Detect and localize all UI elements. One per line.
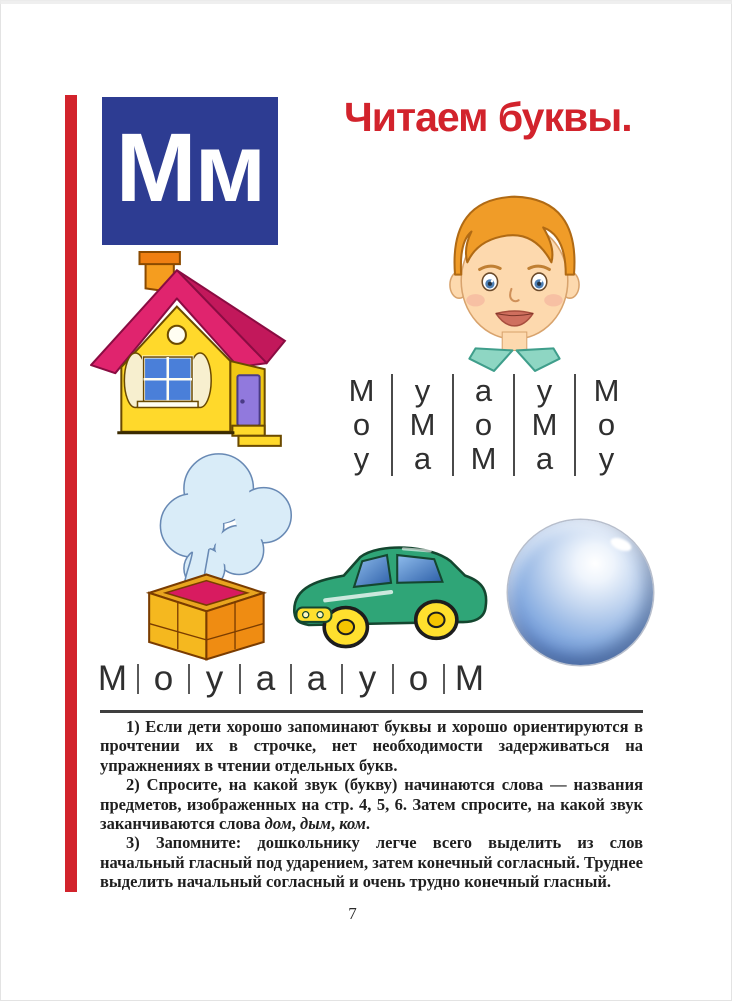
grid-letter: у <box>515 374 576 408</box>
note-paragraph-3: 3) Запомните: дошкольнику легче всего выделить из слов начальный гласный под ударением, затем конечный согласный. Труднее выделить начальный согласный и очень трудно конечный гласный. <box>100 833 643 892</box>
grid-letter: М <box>332 374 393 408</box>
note-paragraph-2: 2) Спросите, на какой звук (букву) начинаются слова — названия предметов, изображенных на стр. 4, 5, 6. Затем спросите, на какой звук заканчиваются слова дом, дым, ком. <box>100 775 643 834</box>
house-illustration <box>80 248 304 460</box>
red-margin-bar <box>65 95 77 892</box>
grid-letter: М <box>515 408 576 442</box>
grid-letter: а <box>515 442 576 476</box>
italic-word: дом <box>264 814 292 834</box>
letter-block-text: Мм <box>115 113 265 222</box>
strip-letter: М <box>97 659 128 698</box>
scan-edge <box>0 0 732 4</box>
grid-letter: о <box>332 408 393 442</box>
page-title: Читаем буквы. <box>344 94 632 140</box>
grid-letter: а <box>393 442 454 476</box>
page-number: 7 <box>348 904 357 923</box>
strip-letter: М <box>454 659 485 698</box>
strip-letter: у <box>205 659 224 698</box>
letter-block-Mm <box>102 97 278 245</box>
strip-letter: а <box>306 659 327 698</box>
grid-letter: М <box>593 373 620 408</box>
grid-letter: М <box>393 408 454 442</box>
note-paragraph-1: 1) Если дети хорошо запоминают буквы и хорошо ориентируются в прочтении их в строчке, нет необходимости задерживаться на упражнениях в чтении отдельных букв. <box>100 717 643 775</box>
car-illustration <box>280 518 498 660</box>
grid-letter: а <box>454 374 515 408</box>
letter-strip <box>88 656 494 702</box>
strip-letter: о <box>153 659 174 698</box>
strip-letter: у <box>358 659 377 698</box>
letter-grid <box>332 374 637 476</box>
horizontal-rule <box>100 710 643 713</box>
italic-word: дым <box>300 814 331 834</box>
grid-letter: о <box>454 408 515 442</box>
grid-letter: у <box>393 374 454 408</box>
grid-letter: о <box>597 407 616 442</box>
strip-letter: о <box>408 659 429 698</box>
grid-letter: у <box>598 441 615 476</box>
grid-letter: М <box>454 442 515 476</box>
boy-face-illustration <box>412 168 617 373</box>
grid-letter: у <box>332 442 393 476</box>
ball-highlight <box>608 535 633 553</box>
italic-word: ком <box>339 814 366 834</box>
ball-illustration <box>508 520 653 665</box>
strip-letter: а <box>255 659 276 698</box>
teacher-notes <box>100 717 643 892</box>
